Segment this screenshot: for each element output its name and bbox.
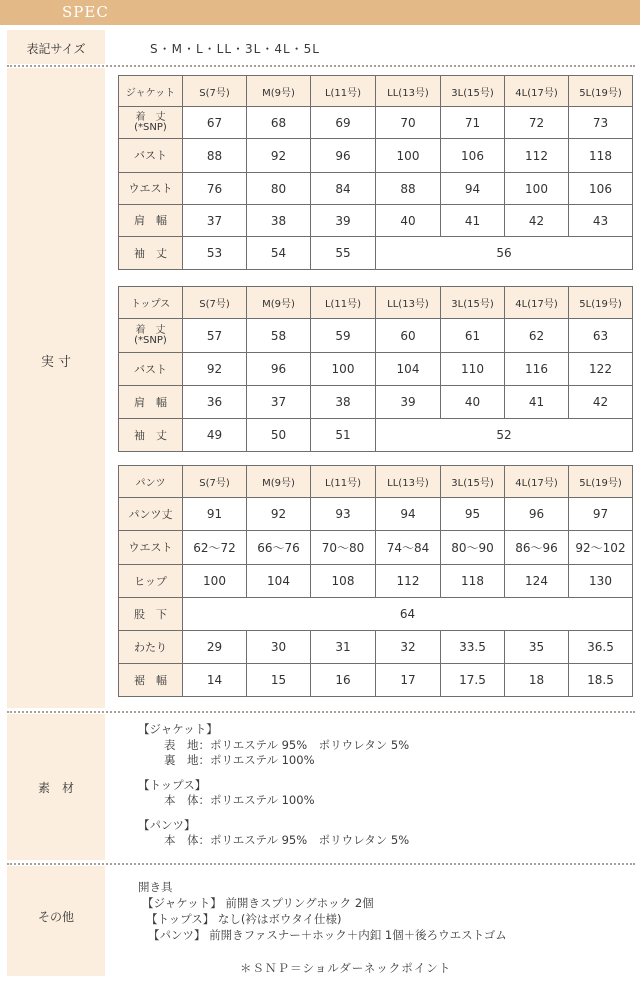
value-cell: 112 xyxy=(505,139,569,173)
value-cell: 92〜102 xyxy=(569,531,633,565)
other-label: その他 xyxy=(37,910,74,924)
value-cell: 118 xyxy=(441,565,505,598)
value-cell: 92 xyxy=(247,498,311,531)
value-cell: 43 xyxy=(569,205,633,237)
other-line: 【トップス】 なし(衿はボウタイ仕様) xyxy=(146,912,342,926)
value-cell: 96 xyxy=(247,353,311,386)
row-label-cell: 袖 丈 xyxy=(119,237,183,270)
row-label-cell: ウエスト xyxy=(119,531,183,565)
value-cell: 66〜76 xyxy=(247,531,311,565)
value-cell: 15 xyxy=(247,664,311,697)
table-row xyxy=(119,173,633,205)
measurements-label: 実 寸 xyxy=(40,355,72,370)
value-cell: 91 xyxy=(183,498,247,531)
value-cell: 37 xyxy=(183,205,247,237)
size-header-cell: 3L(15号) xyxy=(441,76,505,107)
table-row xyxy=(119,565,633,598)
table-title-cell: トップス xyxy=(119,287,183,319)
value-cell: 93 xyxy=(311,498,376,531)
value-cell: 49 xyxy=(183,419,247,452)
other-list xyxy=(138,879,507,943)
value-cell: 55 xyxy=(311,237,376,270)
value-cell: 108 xyxy=(311,565,376,598)
table-title-cell: ジャケット xyxy=(119,76,183,107)
value-cell: 59 xyxy=(311,319,376,353)
value-cell: 130 xyxy=(569,565,633,598)
value-cell: 38 xyxy=(311,386,376,419)
size-header-cell: LL(13号) xyxy=(376,76,441,107)
material-line: 本 体：ポリエステル 100% xyxy=(164,793,315,807)
value-cell: 116 xyxy=(505,353,569,386)
value-cell: 30 xyxy=(247,631,311,664)
size-header-cell: S(7号) xyxy=(183,76,247,107)
material-heading: 【トップス】 xyxy=(138,777,207,792)
other-line: 【パンツ】 前開きファスナー＋ホック＋内釦 1個＋後ろウエストゴム xyxy=(148,928,507,942)
value-cell: 18.5 xyxy=(569,664,633,697)
size-header-cell: 4L(17号) xyxy=(505,287,569,319)
table-row xyxy=(119,386,633,419)
value-cell: 94 xyxy=(376,498,441,531)
value-cell: 92 xyxy=(183,353,247,386)
row-label-cell: 裾 幅 xyxy=(119,664,183,697)
value-cell: 122 xyxy=(569,353,633,386)
table-row xyxy=(119,419,633,452)
table-header-row xyxy=(119,466,633,498)
table-row xyxy=(119,205,633,237)
size-header-cell: LL(13号) xyxy=(376,466,441,498)
value-cell: 86〜96 xyxy=(505,531,569,565)
other-heading: 開き具 xyxy=(138,880,173,894)
value-cell: 96 xyxy=(311,139,376,173)
value-cell: 97 xyxy=(569,498,633,531)
value-cell: 80〜90 xyxy=(441,531,505,565)
value-cell: 112 xyxy=(376,565,441,598)
size-header-cell: M(9号) xyxy=(247,287,311,319)
row-label-cell: 股 下 xyxy=(119,598,183,631)
value-cell: 60 xyxy=(376,319,441,353)
sizes-label-cell xyxy=(7,30,105,64)
table-row xyxy=(119,107,633,139)
value-cell: 38 xyxy=(247,205,311,237)
divider xyxy=(7,711,635,713)
value-cell: 106 xyxy=(441,139,505,173)
value-cell: 32 xyxy=(376,631,441,664)
row-label-cell: ヒップ xyxy=(119,565,183,598)
measurements-label-cell xyxy=(7,68,105,708)
value-cell: 51 xyxy=(311,419,376,452)
value-cell: 70〜80 xyxy=(311,531,376,565)
row-label-cell: バスト xyxy=(119,139,183,173)
size-header-cell: 3L(15号) xyxy=(441,466,505,498)
value-cell: 58 xyxy=(247,319,311,353)
value-cell: 84 xyxy=(311,173,376,205)
row-label-cell: わたり xyxy=(119,631,183,664)
table-row xyxy=(119,664,633,697)
material-heading: 【パンツ】 xyxy=(138,817,196,832)
value-cell: 68 xyxy=(247,107,311,139)
size-header-cell: 5L(19号) xyxy=(569,76,633,107)
value-cell: 62 xyxy=(505,319,569,353)
spacer xyxy=(138,809,409,818)
row-label-cell: パンツ丈 xyxy=(119,498,183,531)
size-header-cell: S(7号) xyxy=(183,466,247,498)
value-cell: 92 xyxy=(247,139,311,173)
table-row xyxy=(119,237,633,270)
spec-header xyxy=(0,0,640,25)
value-cell: 64 xyxy=(183,598,633,631)
row-label-cell: 袖 丈 xyxy=(119,419,183,452)
tops-size-table xyxy=(118,286,633,452)
material-list xyxy=(138,722,409,849)
value-cell: 71 xyxy=(441,107,505,139)
table-row xyxy=(119,531,633,565)
size-header-cell: S(7号) xyxy=(183,287,247,319)
table-header-row xyxy=(119,287,633,319)
value-cell: 31 xyxy=(311,631,376,664)
other-label-cell xyxy=(7,866,105,976)
value-cell: 39 xyxy=(311,205,376,237)
size-header-cell: L(11号) xyxy=(311,76,376,107)
size-header-cell: LL(13号) xyxy=(376,287,441,319)
size-header-cell: M(9号) xyxy=(247,76,311,107)
size-header-cell: 5L(19号) xyxy=(569,466,633,498)
value-cell: 52 xyxy=(376,419,633,452)
value-cell: 73 xyxy=(569,107,633,139)
row-label-cell: バスト xyxy=(119,353,183,386)
divider xyxy=(7,65,635,67)
value-cell: 56 xyxy=(376,237,633,270)
value-cell: 61 xyxy=(441,319,505,353)
value-cell: 41 xyxy=(441,205,505,237)
value-cell: 53 xyxy=(183,237,247,270)
table-row xyxy=(119,631,633,664)
sizes-label: 表記サイズ xyxy=(26,42,86,56)
value-cell: 40 xyxy=(376,205,441,237)
value-cell: 36 xyxy=(183,386,247,419)
value-cell: 100 xyxy=(505,173,569,205)
table-row xyxy=(119,353,633,386)
value-cell: 74〜84 xyxy=(376,531,441,565)
spacer xyxy=(138,769,409,778)
value-cell: 94 xyxy=(441,173,505,205)
spec-title: SPEC xyxy=(62,3,109,21)
table-row xyxy=(119,598,633,631)
value-cell: 54 xyxy=(247,237,311,270)
value-cell: 57 xyxy=(183,319,247,353)
material-label-cell xyxy=(7,714,105,860)
value-cell: 76 xyxy=(183,173,247,205)
size-header-cell: 4L(17号) xyxy=(505,76,569,107)
row-label-cell: ウエスト xyxy=(119,173,183,205)
value-cell: 42 xyxy=(569,386,633,419)
table-header-row xyxy=(119,76,633,107)
value-cell: 37 xyxy=(247,386,311,419)
sizes-value: S・M・L・LL・3L・4L・5L xyxy=(150,42,320,56)
value-cell: 69 xyxy=(311,107,376,139)
value-cell: 110 xyxy=(441,353,505,386)
snp-note: ＊ＳＮＰ＝ショルダーネックポイント xyxy=(240,961,452,975)
value-cell: 39 xyxy=(376,386,441,419)
value-cell: 104 xyxy=(376,353,441,386)
material-line: 本 体：ポリエステル 95% ポリウレタン 5% xyxy=(164,833,410,847)
material-line: 裏 地：ポリエステル 100% xyxy=(164,753,315,767)
value-cell: 14 xyxy=(183,664,247,697)
size-header-cell: L(11号) xyxy=(311,287,376,319)
value-cell: 63 xyxy=(569,319,633,353)
material-line: 表 地：ポリエステル 95% ポリウレタン 5% xyxy=(164,737,410,752)
value-cell: 100 xyxy=(376,139,441,173)
size-header-cell: 4L(17号) xyxy=(505,466,569,498)
value-cell: 80 xyxy=(247,173,311,205)
value-cell: 33.5 xyxy=(441,631,505,664)
value-cell: 96 xyxy=(505,498,569,531)
value-cell: 95 xyxy=(441,498,505,531)
row-label-cell: 肩 幅 xyxy=(119,205,183,237)
value-cell: 29 xyxy=(183,631,247,664)
size-header-cell: 3L(15号) xyxy=(441,287,505,319)
value-cell: 100 xyxy=(183,565,247,598)
value-cell: 88 xyxy=(376,173,441,205)
value-cell: 40 xyxy=(441,386,505,419)
value-cell: 118 xyxy=(569,139,633,173)
row-label-cell: 着 丈 (*SNP) xyxy=(119,107,183,139)
value-cell: 17 xyxy=(376,664,441,697)
other-line: 【ジャケット】 前開きスプリングホック 2個 xyxy=(142,896,374,910)
material-heading: 【ジャケット】 xyxy=(138,722,218,736)
size-header-cell: M(9号) xyxy=(247,466,311,498)
value-cell: 104 xyxy=(247,565,311,598)
table-row xyxy=(119,319,633,353)
value-cell: 106 xyxy=(569,173,633,205)
table-title-cell: パンツ xyxy=(119,466,183,498)
row-label-cell: 着 丈 (*SNP) xyxy=(119,319,183,353)
value-cell: 17.5 xyxy=(441,664,505,697)
value-cell: 62〜72 xyxy=(183,531,247,565)
value-cell: 35 xyxy=(505,631,569,664)
value-cell: 18 xyxy=(505,664,569,697)
value-cell: 42 xyxy=(505,205,569,237)
material-label: 素 材 xyxy=(37,781,74,795)
value-cell: 67 xyxy=(183,107,247,139)
value-cell: 100 xyxy=(311,353,376,386)
value-cell: 16 xyxy=(311,664,376,697)
value-cell: 41 xyxy=(505,386,569,419)
size-header-cell: 5L(19号) xyxy=(569,287,633,319)
value-cell: 72 xyxy=(505,107,569,139)
jacket-size-table xyxy=(118,75,633,270)
value-cell: 50 xyxy=(247,419,311,452)
table-row xyxy=(119,139,633,173)
size-header-cell: L(11号) xyxy=(311,466,376,498)
divider xyxy=(7,863,635,865)
table-row xyxy=(119,498,633,531)
value-cell: 124 xyxy=(505,565,569,598)
value-cell: 70 xyxy=(376,107,441,139)
pants-size-table xyxy=(118,465,633,697)
row-label-cell: 肩 幅 xyxy=(119,386,183,419)
value-cell: 36.5 xyxy=(569,631,633,664)
value-cell: 88 xyxy=(183,139,247,173)
